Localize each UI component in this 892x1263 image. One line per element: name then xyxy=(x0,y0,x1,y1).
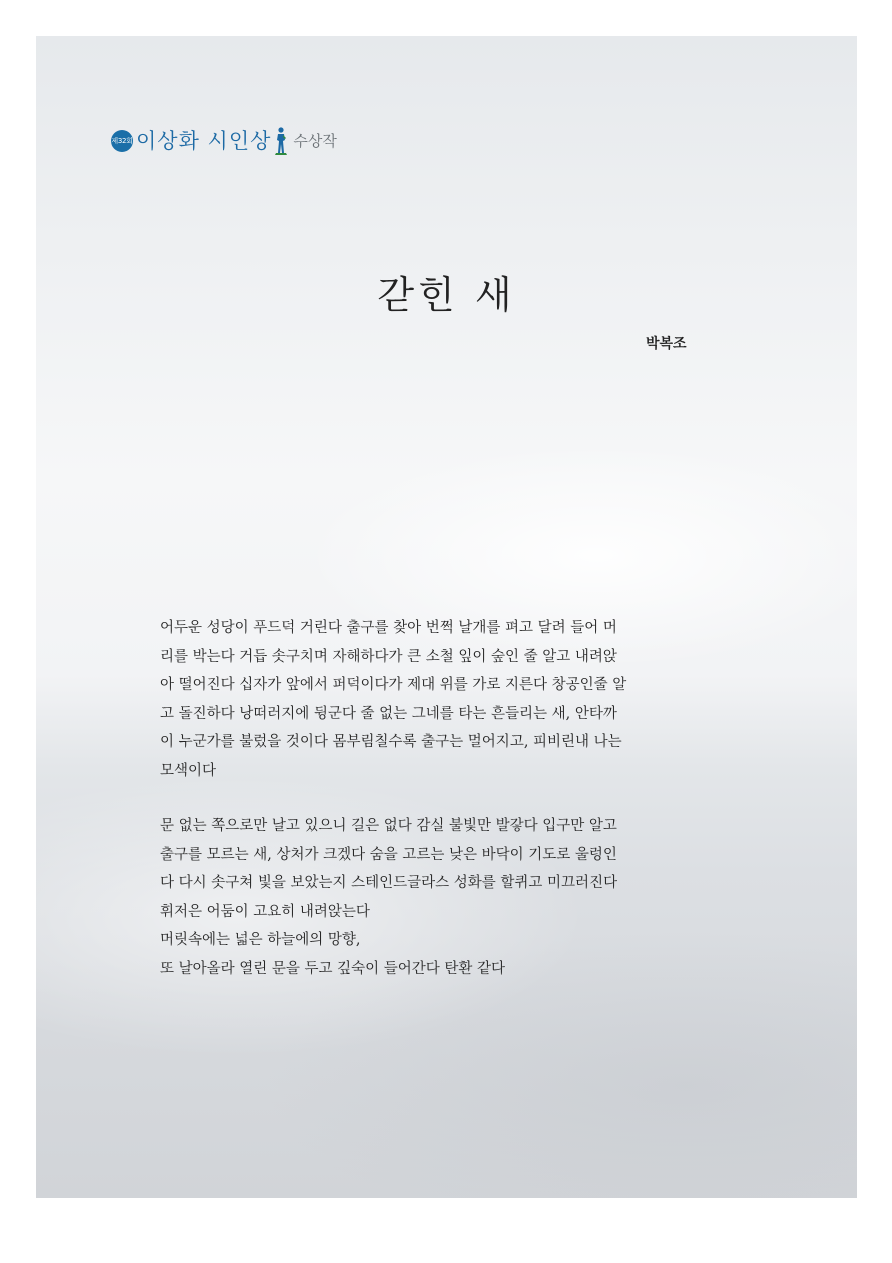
award-badge-icon: 제32회 xyxy=(111,130,133,152)
poem-line: 아 떨어진다 십자가 앞에서 퍼덕이다가 제대 위를 가로 지른다 창공인줄 알 xyxy=(160,677,627,693)
poem-author: 박복조 xyxy=(646,336,687,352)
award-brand xyxy=(111,124,337,158)
poem-line: 출구를 모르는 새, 상처가 크겠다 숨을 고르는 낮은 바닥이 기도로 울렁인 xyxy=(160,846,617,863)
poet-figure-icon xyxy=(273,126,289,156)
poem-line: 문 없는 쪽으로만 날고 있으니 길은 없다 감실 불빛만 발갛다 입구만 알고 xyxy=(160,818,617,834)
poem-title: 갇힌 새 xyxy=(377,273,516,317)
page-background xyxy=(36,36,857,1198)
poem-line: 머릿속에는 넓은 하늘에의 망향, xyxy=(160,932,361,948)
poem-body xyxy=(160,614,722,1010)
award-name: 이상화 시인상 xyxy=(136,128,272,153)
poem-line: 또 날아올라 열린 문을 두고 깊숙이 들어간다 탄환 같다 xyxy=(160,960,506,977)
poem-line: 모색이다 xyxy=(160,762,217,779)
poem-line: 다 다시 솟구쳐 빛을 보았는지 스테인드글라스 성화를 할퀴고 미끄러진다 xyxy=(160,875,618,891)
poem-stanza-2 xyxy=(160,812,722,983)
award-suffix: 수상작 xyxy=(293,131,337,150)
poem-line: 휘저은 어둠이 고요히 내려앉는다 xyxy=(160,903,370,920)
poem-line: 이 누군가를 불렀을 것이다 몸부림칠수록 출구는 멀어지고, 피비린내 나는 xyxy=(160,734,622,750)
poem-line: 고 돌진하다 낭떠러지에 뒹군다 줄 없는 그네를 타는 흔들리는 새, 안타까 xyxy=(160,705,617,722)
poem-line: 어두운 성당이 푸드덕 거린다 출구를 찾아 번쩍 날개를 펴고 달려 들어 머 xyxy=(160,620,617,636)
poem-line: 리를 박는다 거듭 솟구치며 자해하다가 큰 소철 잎이 숲인 줄 알고 내려앉 xyxy=(160,648,617,665)
poem-stanza-1 xyxy=(160,614,722,785)
